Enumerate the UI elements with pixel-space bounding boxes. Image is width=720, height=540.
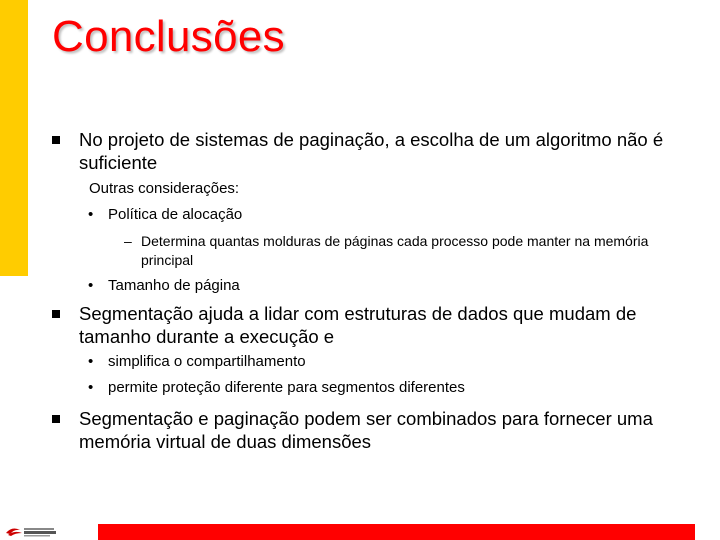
bullet-item <box>52 407 698 453</box>
sub-bullet-text: simplifica o compartilhamento <box>108 353 306 370</box>
accent-bar <box>0 0 28 276</box>
bullet-text: Segmentação ajuda a lidar com estruturas de dados que mudam de tamanho durante a execução e <box>79 303 637 347</box>
dot-bullet-icon: • <box>88 277 94 294</box>
sub-bullet-item <box>88 206 242 223</box>
sub-bullet-text: permite proteção diferente para segmentos diferentes <box>108 379 465 396</box>
institution-logo <box>4 524 58 538</box>
bullet-text: Segmentação e paginação podem ser combinados para fornecer uma memória virtual de duas dimensões <box>79 408 653 452</box>
bullet-item <box>52 128 698 174</box>
dash-item <box>124 232 684 270</box>
square-bullet-icon <box>52 310 60 318</box>
slide-title: Conclusões <box>52 12 285 61</box>
dot-bullet-icon: • <box>88 379 94 396</box>
sub-heading: Outras considerações: <box>89 180 240 197</box>
sub-bullet-text: Política de alocação <box>108 206 243 223</box>
sub-bullet-item <box>88 277 240 294</box>
sub-bullet-text: Tamanho de página <box>108 277 240 294</box>
bullet-text: No projeto de sistemas de paginação, a escolha de um algoritmo não é suficiente <box>79 129 664 173</box>
dash-bullet-icon: – <box>124 233 132 249</box>
square-bullet-icon <box>52 415 60 423</box>
square-bullet-icon <box>52 136 60 144</box>
dash-text: Determina quantas molduras de páginas cada processo pode manter na memória principal <box>141 233 649 268</box>
sub-bullet-item <box>88 353 306 370</box>
sub-bullet-item <box>88 379 465 396</box>
bullet-item <box>52 302 698 348</box>
footer-bar <box>98 524 695 540</box>
dot-bullet-icon: • <box>88 353 94 370</box>
dot-bullet-icon: • <box>88 206 94 223</box>
